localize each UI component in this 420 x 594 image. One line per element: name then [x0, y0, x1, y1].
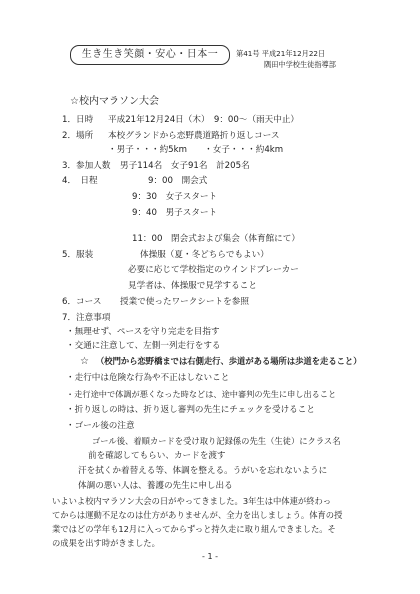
item-place-distance: ・男子・・・約5km ・女子・・・約4km — [108, 145, 284, 155]
paragraph-line-2: てからは運動不足なのは仕方がありませんが、全力を出しましょう。体育の授 — [52, 510, 343, 520]
note-after-goal: ・ゴール後の注意 — [66, 421, 135, 431]
note-no-danger: ・走行中は危険な行為や不正はしないこと — [66, 373, 230, 383]
note-turnaround: ・折り返しの時は、折り返し審判の先生にチェックを受けること — [66, 405, 315, 415]
item-dress-note-windbreaker: 必要に応じて学校指定のウインドブレーカー — [128, 265, 299, 275]
item-date-value: 平成21年12月24日（木） 9：00～（雨天中止） — [108, 115, 300, 125]
item-dress-label: 5．服装 — [62, 250, 94, 260]
note-after-goal-nurse: 体調の悪い人は、養護の先生に申し出る — [78, 481, 233, 491]
item-participants-value: 男子114名 女子91名 計205名 — [120, 161, 250, 171]
note-after-goal-recover: 汗を拭くか着替える等、体調を整える。うがいを忘れないように — [78, 466, 328, 476]
item-place-label: 2．場所 — [62, 131, 94, 141]
paragraph-line-4: の成果を出す時がきました。 — [52, 538, 160, 548]
star-icon: ☆ — [80, 356, 89, 367]
paragraph-line-1: いよいよ校内マラソン大会の日がやってきました。3年生は中体連が終わっ — [52, 496, 331, 506]
item-course-value: 授業で使ったワークシートを参照 — [120, 297, 249, 307]
item-course-label: 6．コース — [62, 297, 102, 307]
paragraph-line-3: 業ではどの学年も12月に入ってからずっと持久走に取り組んできました。そ — [52, 524, 336, 534]
newsletter-title: 生き生き笑顔・安心・日本一 — [70, 45, 230, 65]
note-pace: ・無理せず、ペースを守り完走を目指す — [66, 327, 220, 337]
page-number: - 1 - — [202, 552, 218, 561]
item-date-label: 1．日時 — [62, 115, 94, 125]
schedule-boys-start: 9：40 男子スタート — [132, 208, 218, 218]
note-after-goal-card: ゴール後、着順カードを受け取り記録係の先生（生徒）にクラス名 — [92, 436, 341, 446]
issue-number-date: 第41号 平成21年12月22日 — [236, 49, 326, 58]
note-after-goal-card-cont: 前を確認してもらい、カードを渡す — [88, 451, 226, 461]
item-participants-label: 3．参加人数 — [62, 161, 111, 171]
schedule-girls-start: 9：30 女子スタート — [132, 192, 218, 202]
item-notes-label: 7．注意事項 — [62, 313, 111, 323]
item-dress-note-observers: 見学者は、体操服で見学すること — [128, 281, 257, 291]
item-schedule-label: 4． 日程 — [62, 176, 98, 186]
schedule-opening: 9：00 開会式 — [148, 176, 208, 186]
item-place-value: 本校グランドから恋野農道路折り返しコース — [108, 131, 280, 141]
note-traffic: ・交通に注意して、左側一列走行をする — [66, 341, 221, 351]
event-title: ☆校内マラソン大会 — [70, 96, 159, 107]
schedule-closing: 11：00 閉会式および集会（体育館にて） — [132, 234, 300, 244]
note-route-sidewalk: （校門から恋野橋までは右側走行、歩道がある場所は歩道を走ること） — [96, 356, 362, 366]
note-unwell: ・走行途中で体調が悪くなった時などは、途中審判の先生に申し出ること — [66, 389, 337, 399]
department-name: 隅田中学校生徒指導部 — [264, 60, 336, 69]
item-dress-value: 体操服（夏・冬どちらでもよい） — [140, 250, 269, 260]
